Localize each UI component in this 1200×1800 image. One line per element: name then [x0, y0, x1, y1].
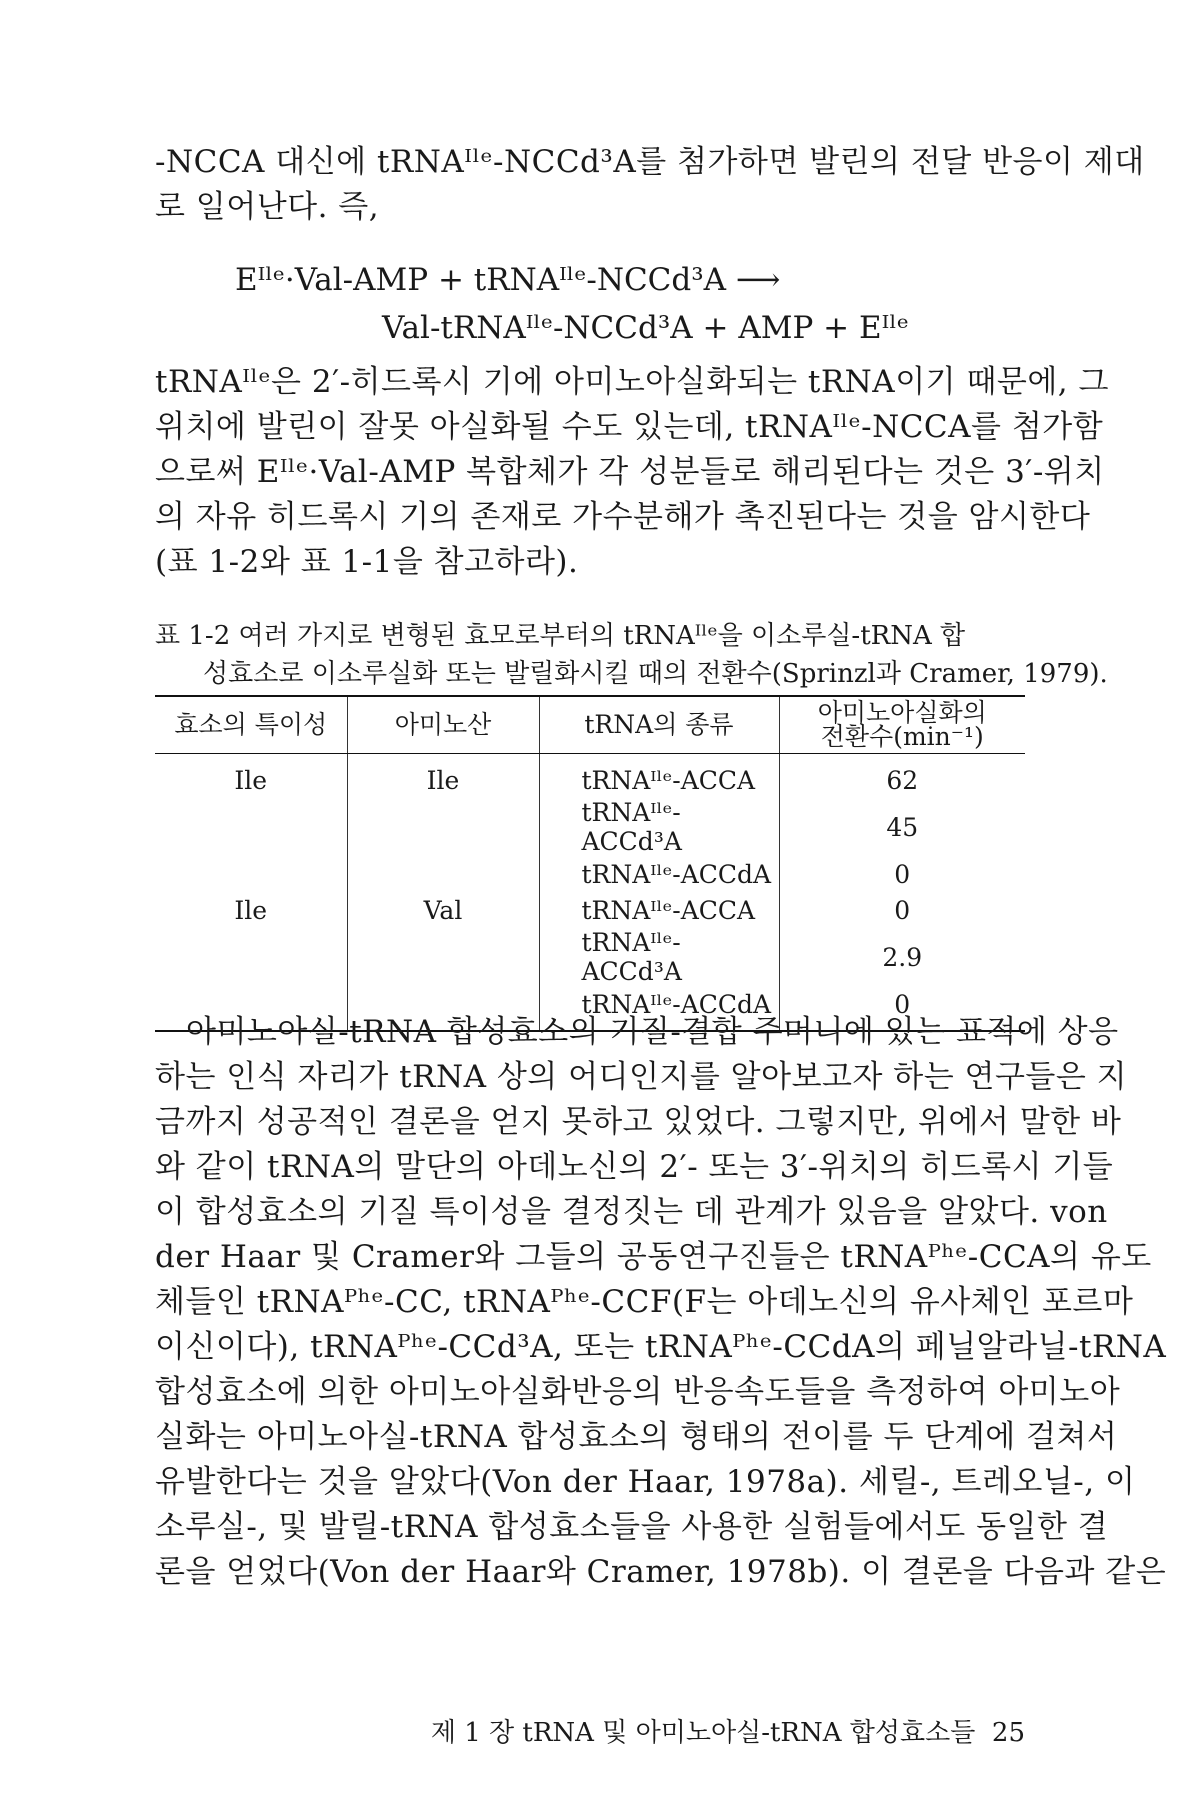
- text-line: 의 자유 히드록시 기의 존재로 가수분해가 촉진된다는 것을 암시한다: [155, 499, 1091, 535]
- cell-trna: tRNAᴵˡᵉ-ACCdA: [539, 986, 779, 1031]
- header-trna-type: tRNA의 종류: [539, 696, 779, 754]
- table-row: [155, 928, 1025, 986]
- text-line: 소루실-, 및 발릴-tRNA 합성효소들을 사용한 실험들에서도 동일한 결: [155, 1509, 1109, 1545]
- cell-amino-acid: [347, 798, 539, 856]
- equation-line-1: Eᴵˡᵉ·Val-AMP + tRNAᴵˡᵉ-NCCd³A ⟶: [235, 262, 781, 298]
- cell-specificity: [155, 798, 347, 856]
- table-row: [155, 892, 1025, 928]
- caption-line: 성효소로 이소루실화 또는 발릴화시킬 때의 전환수(Sprinzl과 Cramer, 1979).: [203, 659, 1108, 689]
- text-line: der Haar 및 Cramer와 그들의 공동연구진들은 tRNAᴾʰᵉ-CCA의 유도: [155, 1239, 1152, 1275]
- text-line: 이 합성효소의 기질 특이성을 결정짓는 데 관계가 있음을 알았다. von: [155, 1194, 1108, 1230]
- text-line: tRNAᴵˡᵉ은 2′-히드록시 기에 아미노아실화되는 tRNA이기 때문에, 그: [155, 364, 1109, 400]
- text-line: 금까지 성공적인 결론을 얻지 못하고 있었다. 그렇지만, 위에서 말한 바: [155, 1104, 1122, 1140]
- table-row: [155, 798, 1025, 856]
- table-header-row: [155, 696, 1025, 754]
- table-row: [155, 754, 1025, 799]
- header-rate-line2: 전환수(min⁻¹): [820, 722, 984, 751]
- page-number: 25: [991, 1718, 1025, 1748]
- cell-amino-acid: Val: [347, 892, 539, 928]
- cell-rate: 0: [779, 892, 1025, 928]
- text-line: 론을 얻었다(Von der Haar와 Cramer, 1978b). 이 결론을 다음과 같은: [155, 1554, 1167, 1590]
- text-line: 하는 인식 자리가 tRNA 상의 어디인지를 알아보고자 하는 연구들은 지: [155, 1059, 1128, 1095]
- cell-amino-acid: [347, 928, 539, 986]
- cell-rate: 45: [779, 798, 1025, 856]
- paragraph-3: [155, 1010, 1167, 1595]
- text-line: 실화는 아미노아실-tRNA 합성효소의 형태의 전이를 두 단계에 걸쳐서: [155, 1419, 1118, 1455]
- text-line: (표 1-2와 표 1-1을 참고하라).: [155, 544, 579, 580]
- table-1-2: [155, 695, 1025, 1032]
- cell-trna: tRNAᴵˡᵉ-ACCd³A: [539, 928, 779, 986]
- caption-line: 표 1-2 여러 가지로 변형된 효모로부터의 tRNAᴵˡᵉ을 이소루실-tRNA 합: [155, 621, 966, 651]
- text-line: 유발한다는 것을 알았다(Von der Haar, 1978a). 세릴-, 트레오닐-, 이: [155, 1464, 1136, 1500]
- cell-rate: 62: [779, 754, 1025, 799]
- text-line: 아미노아실-tRNA 합성효소의 기질-결합 주머니에 있는 표적에 상응: [186, 1014, 1119, 1050]
- text-line: 이신이다), tRNAᴾʰᵉ-CCd³A, 또는 tRNAᴾʰᵉ-CCdA의 페닐알라닐-tRNA: [155, 1329, 1167, 1365]
- text-line: 와 같이 tRNA의 말단의 아데노신의 2′- 또는 3′-위치의 히드록시 기들: [155, 1149, 1114, 1185]
- header-rate-line1: 아미노아실화의: [817, 698, 987, 727]
- header-specificity: 효소의 특이성: [155, 696, 347, 754]
- cell-specificity: [155, 856, 347, 892]
- table-caption: [155, 617, 1108, 693]
- paragraph-2: [155, 360, 1109, 585]
- data-table: [155, 695, 1025, 1032]
- cell-specificity: Ile: [234, 895, 268, 925]
- header-turnover-rate: [779, 696, 1025, 754]
- cell-trna: tRNAᴵˡᵉ-ACCA: [539, 892, 779, 928]
- equation-line-2: Val-tRNAᴵˡᵉ-NCCd³A + AMP + Eᴵˡᵉ: [382, 310, 909, 346]
- cell-rate: 0: [779, 856, 1025, 892]
- cell-specificity: [155, 928, 347, 986]
- text-line: 로 일어난다. 즉,: [155, 189, 380, 225]
- page-footer: [425, 1712, 1025, 1749]
- cell-rate: 2.9: [779, 928, 1025, 986]
- table-row: [155, 856, 1025, 892]
- text-line: 체들인 tRNAᴾʰᵉ-CC, tRNAᴾʰᵉ-CCF(F는 아데노신의 유사체인 포르마: [155, 1284, 1134, 1320]
- cell-specificity: Ile: [234, 765, 268, 795]
- text-line: 위치에 발린이 잘못 아실화될 수도 있는데, tRNAᴵˡᵉ-NCCA를 첨가함: [155, 409, 1104, 445]
- cell-rate: 0: [779, 986, 1025, 1031]
- text-line: 합성효소에 의한 아미노아실화반응의 반응속도들을 측정하여 아미노아: [155, 1374, 1121, 1410]
- header-amino-acid: 아미노산: [347, 696, 539, 754]
- paragraph-1: [155, 140, 1145, 230]
- text-line: 으로써 Eᴵˡᵉ·Val-AMP 복합체가 각 성분들로 해리된다는 것은 3′-위치: [155, 454, 1105, 490]
- running-head: 제 1 장 tRNA 및 아미노아실-tRNA 합성효소들: [430, 1718, 976, 1748]
- cell-trna: tRNAᴵˡᵉ-ACCA: [539, 754, 779, 799]
- text-line: -NCCA 대신에 tRNAᴵˡᵉ-NCCd³A를 첨가하면 발린의 전달 반응이 제대: [155, 144, 1145, 180]
- cell-trna: tRNAᴵˡᵉ-ACCdA: [539, 856, 779, 892]
- cell-trna: tRNAᴵˡᵉ-ACCd³A: [539, 798, 779, 856]
- cell-amino-acid: Ile: [347, 754, 539, 799]
- cell-amino-acid: [347, 856, 539, 892]
